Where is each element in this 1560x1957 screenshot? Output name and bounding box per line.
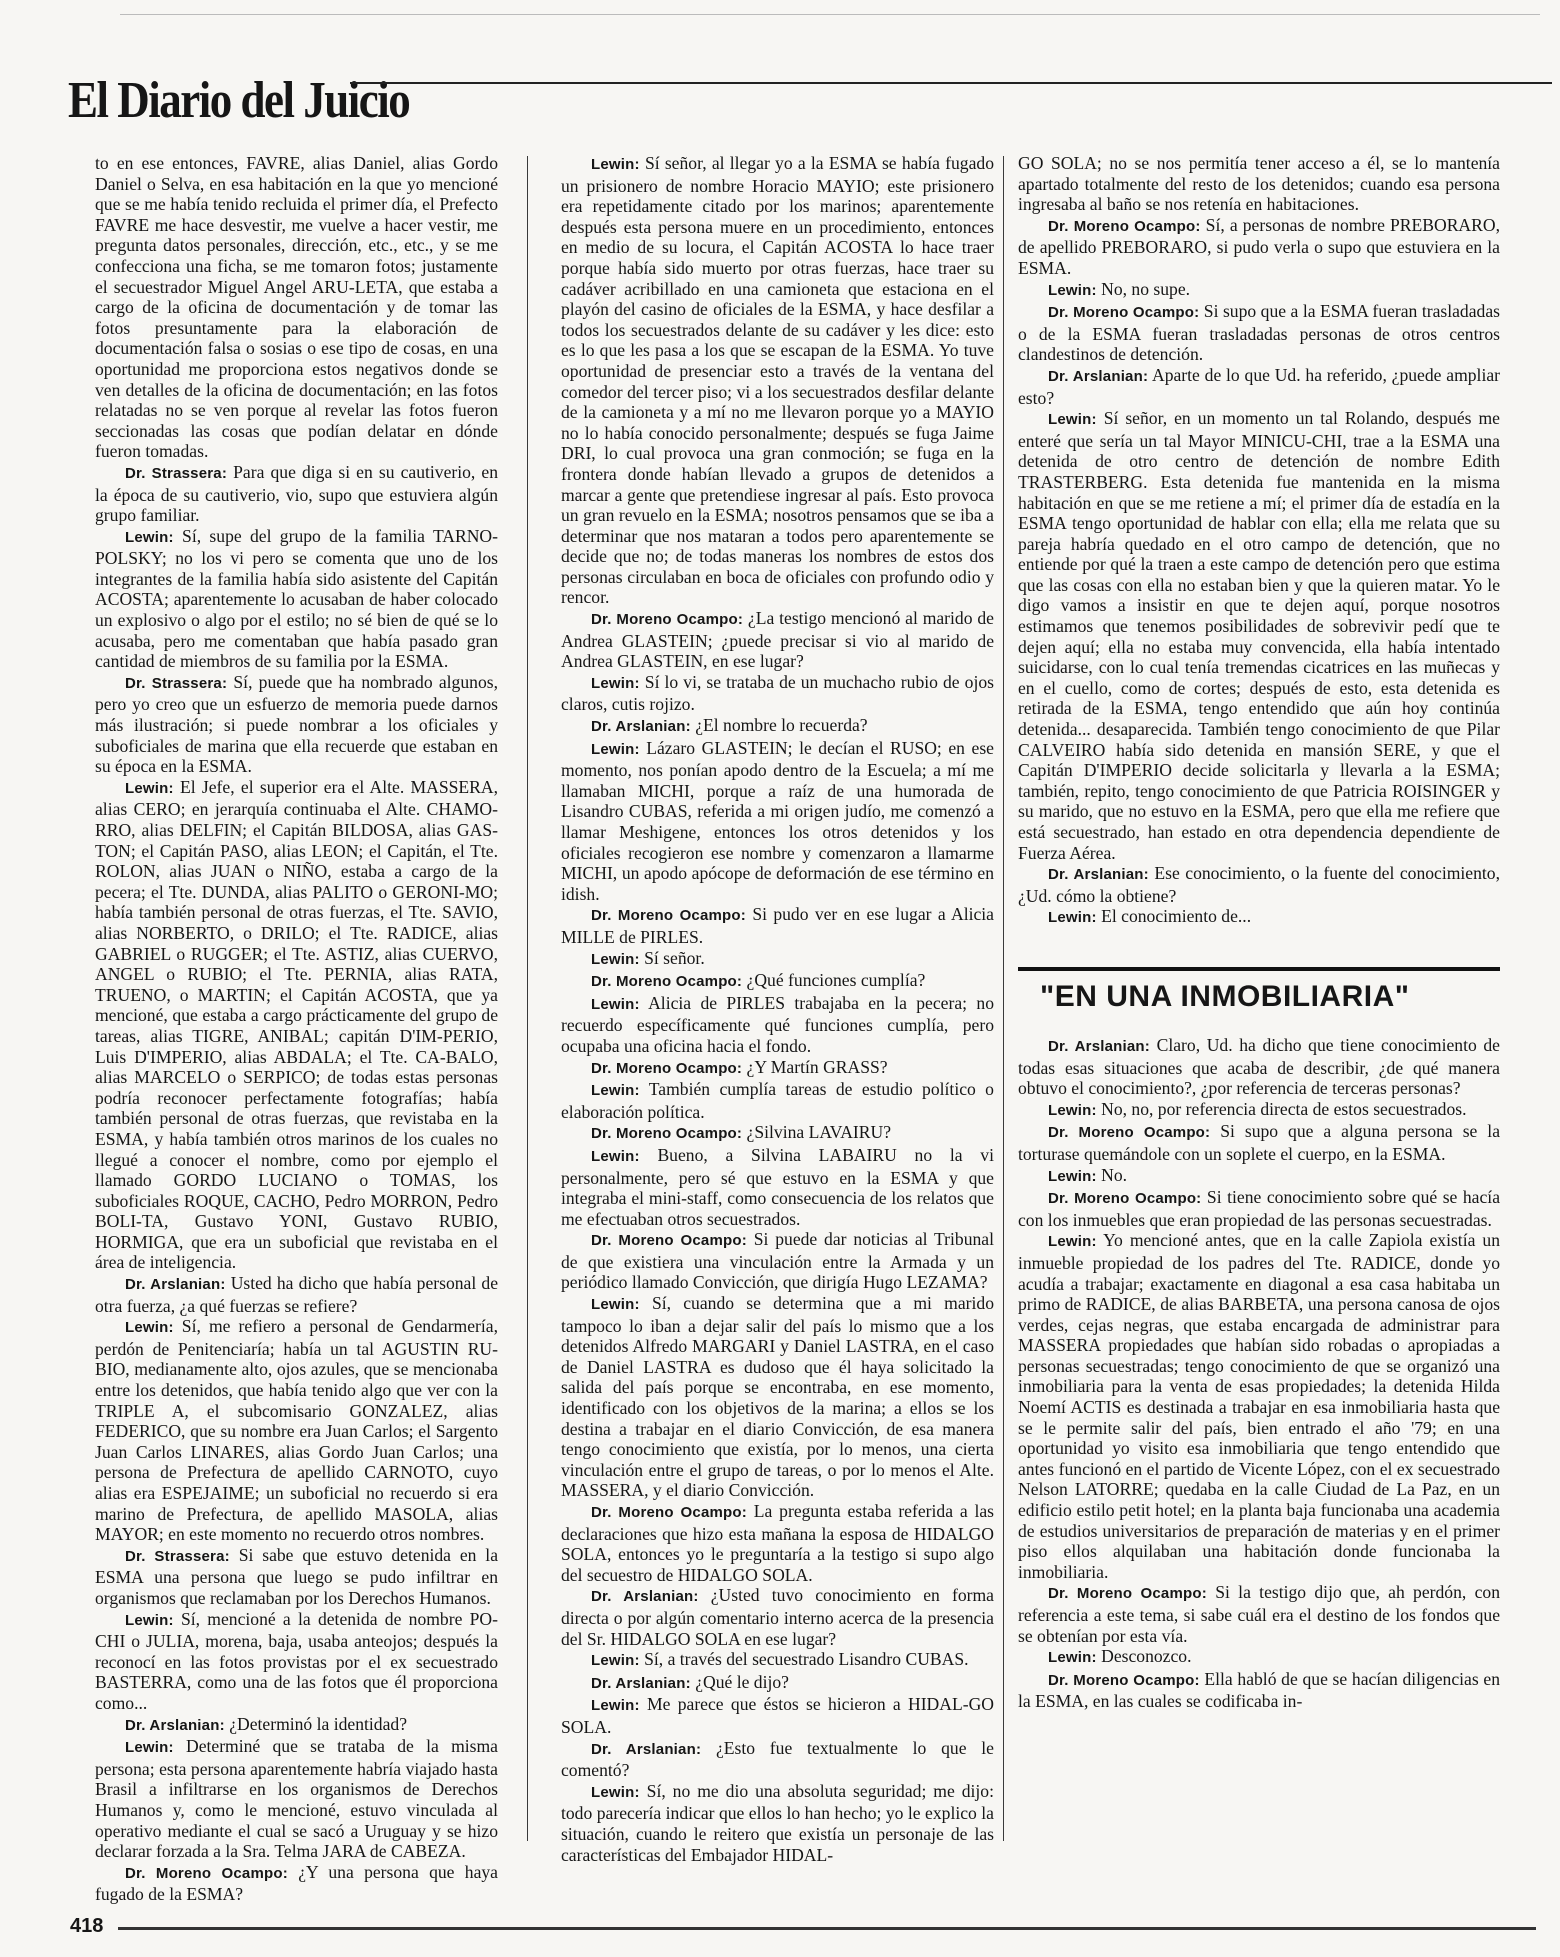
transcript-paragraph xyxy=(1018,365,1500,408)
text-column-2 xyxy=(561,153,994,1865)
column-divider xyxy=(527,156,528,1841)
speaker-label: Lewin: xyxy=(125,1611,174,1629)
paragraph-text: GO SOLA; no se nos permitía tener acceso a él, se lo mantenía apartado totalmente del resto de los detenidos; cuando esa persona ingresaba al baño se nos retenía en habitaciones. xyxy=(1018,153,1500,215)
paragraph-text: Sí lo vi, se trataba de un muchacho rubio de ojos claros, cutis rojizo. xyxy=(561,671,994,715)
speaker-label: Dr. Arslanian: xyxy=(591,1740,702,1758)
paragraph-text: ¿El nombre lo recuerda? xyxy=(695,715,868,736)
speaker-label: Lewin: xyxy=(591,156,640,173)
paragraph-text: Alicia de PIRLES trabajaba en la pecera; no recuerdo específicamente qué funciones cumplía, pero ocupaba una oficina hacia el fondo. xyxy=(561,992,994,1056)
transcript-paragraph xyxy=(1018,153,1500,215)
heading-rule xyxy=(1018,967,1500,971)
transcript-paragraph xyxy=(1018,1646,1500,1669)
speaker-label: Dr. Arslanian: xyxy=(1048,866,1149,884)
paragraph-text: Sí, supe del grupo de la familia TARNO-POLSKY; no los vi pero se comenta que uno de los integrantes de la familia había sido asistente del Capitán ACOSTA; aparentemente lo acusaban de haber colocado un explosivo o algo por el estilo; no sé bien de qué se lo acusaba, pero me comentaban que había pasado gran cantidad de miembros de su familia por la ESMA. xyxy=(95,525,498,672)
speaker-label: Lewin: xyxy=(591,1082,640,1100)
transcript-paragraph xyxy=(561,738,994,905)
speaker-label: Dr. Moreno Ocampo: xyxy=(1048,1585,1207,1603)
paragraph-text: Si tiene conocimiento sobre qué se hacía con los inmuebles que eran propiedad de las personas secuestradas. xyxy=(1018,1187,1500,1230)
speaker-label: Dr. Arslanian: xyxy=(1048,367,1149,385)
speaker-label: Lewin: xyxy=(591,674,640,692)
transcript-paragraph xyxy=(561,672,994,715)
paragraph-text: Sí, a personas de nombre PREBORARO, de apellido PREBORARO, si pudo verla o supo que estuviera en la ESMA. xyxy=(1018,214,1500,278)
paragraph-text: No, no, por referencia directa de estos secuestrados. xyxy=(1101,1098,1467,1119)
paragraph-text: ¿Usted tuvo conocimiento en forma directa o por algún comentario interno acerca de la presencia del Sr. HIDALGO SOLA en ese lugar? xyxy=(561,1585,994,1649)
transcript-paragraph xyxy=(95,1736,498,1862)
transcript-paragraph xyxy=(561,608,994,672)
transcript-paragraph xyxy=(1018,1165,1500,1188)
speaker-label: Dr. Arslanian: xyxy=(1048,1037,1150,1055)
paragraph-text: ¿Esto fue textualmente lo que le comentó? xyxy=(561,1737,994,1781)
transcript-paragraph xyxy=(1018,1187,1500,1230)
speaker-label: Dr. Moreno Ocampo: xyxy=(591,907,746,925)
paragraph-text: Si la testigo dijo que, ah perdón, con referencia a este tema, si sabe cuál era el destino de los fondos que se obtenían por esta vía. xyxy=(1018,1582,1500,1646)
transcript-paragraph xyxy=(561,948,994,971)
speaker-label: Dr. Moreno Ocampo: xyxy=(591,1125,743,1143)
transcript-paragraph xyxy=(561,1122,994,1145)
paragraph-text: Si puede dar noticias al Tribunal de que existiera una vinculación entre la Armada y un periódico llamado Convicción, que dirigía Hugo LEZAMA? xyxy=(561,1229,994,1293)
paragraph-text: Aparte de lo que Ud. ha referido, ¿puede ampliar esto? xyxy=(1018,364,1500,408)
transcript-paragraph xyxy=(95,1714,498,1737)
speaker-label: Dr. Moreno Ocampo: xyxy=(1048,1124,1211,1142)
paragraph-text: ¿Y Martín GRASS? xyxy=(746,1056,888,1077)
speaker-label: Lewin: xyxy=(591,1697,640,1715)
speaker-label: Dr. Arslanian: xyxy=(125,1716,225,1734)
paragraph-text: Sí, cuando se determina que a mi marido tampoco lo iban a dejar salir del país lo mismo que a los detenidos Alfredo MARGARI y Daniel LASTRA, en el caso de Daniel LASTRA es dudoso que él haya solicitado la salida del país porque se encontraba, en ese momento, identificado con los objetivos de la marina; a ellos se los destina a trabajar en el diario Convicción, de esa manera tengo conocimiento que existía, por lo menos, una cierta vinculación entre el grupo de tareas, o por lo menos el Alte. MASSERA, y el diario Convicción. xyxy=(561,1293,994,1501)
paragraph-text: Sí señor, en un momento un tal Rolando, después me enteré que sería un tal Mayor MINICU-CHI, trae a la ESMA una detenida de otro centro de detención de nombre Edith TRASTERBERG. Esta detenida fue mantenida en la misma habitación en que se me retiene a mí; el primer día de estadía en la ESMA tengo oportunidad de hablar con ella; ella me relata que su pareja habría quedado en el otro campo de detención, que no entiende por qué la traen a este campo de detención pero que estima que las cosas con ella no estaban bien y que la quieren matar. Yo le digo vamos a insistir en que te dejen aquí, porque nosotros estimamos que tenemos posibilidades de sobrevivir pedí que te dejen aquí; ella no estaba muy convencida, ella había intentado suicidarse, con lo cual tenía tremendas cicatrices en las muñecas y en el cuello, como de cortes; después de esto, esta detenida es retirada de la ESMA, tengo entendido que aún hoy continúa detenida... desaparecida. También tengo conocimiento de que Pilar CALVEIRO había sido detenida en mansión SERE, y que el Capitán D'IMPERIO decide solicitarla y llevarla a la ESMA; también, repito, tengo conocimiento de que Patricia ROISINGER y su marido, que no estuvo en la ESMA, pero que ella me refiere que está secuestrado, han estado en otra dependencia dependiente de Fuerza Aérea. xyxy=(1018,408,1500,863)
paragraph-text: ¿Qué le dijo? xyxy=(695,1671,789,1692)
transcript-paragraph xyxy=(95,1316,498,1545)
paragraph-text: Sí, a través del secuestrado Lisandro CUBAS. xyxy=(644,1649,969,1670)
transcript-paragraph xyxy=(95,1273,498,1316)
transcript-paragraph xyxy=(561,1585,994,1649)
transcript-paragraph xyxy=(561,1145,994,1229)
column-divider xyxy=(1003,156,1004,1841)
speaker-label: Dr. Moreno Ocampo: xyxy=(591,973,743,991)
transcript-paragraph xyxy=(1018,1035,1500,1099)
paragraph-text: El conocimiento de... xyxy=(1101,906,1252,927)
transcript-paragraph xyxy=(1018,408,1500,863)
paragraph-text: No, no supe. xyxy=(1101,278,1191,299)
speaker-label: Lewin: xyxy=(1048,909,1097,927)
transcript-paragraph xyxy=(561,1672,994,1695)
paragraph-text: ¿La testigo mencionó al marido de Andrea GLASTEIN; ¿puede precisar si vio al marido de Andrea GLASTEIN, en ese lugar? xyxy=(561,608,994,672)
paragraph-text: Ese conocimiento, o la fuente del conocimiento, ¿Ud. cómo la obtiene? xyxy=(1018,863,1500,906)
speaker-label: Dr. Moreno Ocampo: xyxy=(591,1232,747,1250)
transcript-paragraph xyxy=(561,993,994,1057)
paragraph-text: Si supo que a la ESMA fueran trasladadas o de la ESMA fueran trasladadas personas de otros centros clandestinos de detención. xyxy=(1018,301,1500,365)
speaker-label: Dr. Arslanian: xyxy=(125,1276,226,1294)
transcript-paragraph xyxy=(561,715,994,738)
speaker-label: Dr. Moreno Ocampo: xyxy=(125,1864,288,1882)
transcript-paragraph xyxy=(1018,1582,1500,1646)
paragraph-text: Si sabe que estuvo detenida en la ESMA una persona que luego se pudo infiltrar en organismos que reclamaban por los Derechos Humanos. xyxy=(95,1544,499,1608)
transcript-paragraph xyxy=(561,904,994,947)
speaker-label: Dr. Strassera: xyxy=(125,674,228,692)
speaker-label: Lewin: xyxy=(1048,411,1097,429)
transcript-paragraph xyxy=(561,1079,994,1122)
paragraph-text: Desconozco. xyxy=(1101,1646,1192,1667)
paragraph-text: Bueno, a Silvina LABAIRU no la vi personalmente, pero sé que estuvo en la ESMA y que integraba el mini-staff, como consecuencia de los relatos que me efectuaban otros secuestrados. xyxy=(561,1144,994,1229)
transcript-paragraph xyxy=(561,1738,994,1781)
speaker-label: Lewin: xyxy=(125,779,174,797)
speaker-label: Dr. Moreno Ocampo: xyxy=(1048,1671,1200,1689)
speaker-label: Lewin: xyxy=(125,1319,174,1337)
paragraph-text: No. xyxy=(1101,1164,1128,1185)
speaker-label: Lewin: xyxy=(591,1783,640,1801)
footer-rule xyxy=(118,1927,1536,1930)
transcript-paragraph xyxy=(95,526,498,672)
transcript-paragraph xyxy=(95,672,498,777)
speaker-label: Dr. Moreno Ocampo: xyxy=(591,611,744,629)
transcript-paragraph xyxy=(95,1862,498,1905)
transcript-paragraph xyxy=(95,1545,498,1609)
paragraph-text: Si supo que a alguna persona se la torturase quemándole con un soplete el cuerpo, en la ESMA. xyxy=(1018,1121,1501,1164)
transcript-paragraph xyxy=(1018,215,1500,279)
speaker-label: Lewin: xyxy=(1048,281,1097,299)
section-heading: "EN UNA INMOBILIARIA" xyxy=(1040,979,1410,1013)
speaker-label: Lewin: xyxy=(1048,1101,1097,1119)
transcript-paragraph xyxy=(1018,301,1500,365)
paragraph-text: Sí señor. xyxy=(644,947,705,968)
speaker-label: Lewin: xyxy=(1048,1649,1097,1667)
speaker-label: Lewin: xyxy=(591,1147,640,1165)
transcript-paragraph xyxy=(1018,863,1500,906)
speaker-label: Dr. Moreno Ocampo: xyxy=(591,1504,747,1521)
paragraph-text: Lázaro GLASTEIN; le decían el RUSO; en ese momento, nos ponían apodo dentro de la Escuela; a mí me llamaban MICHI, porque a raíz de una humorada de Lisandro CUBAS, referida a mi origen judío, me comenzó a llamar Meshigene, entonces los otros detenidos y los oficiales recogieron ese nombre y comenzaron a llamarme MICHI, un apodo apócope de deformación de ese término en idish. xyxy=(561,737,994,904)
speaker-label: Dr. Strassera: xyxy=(125,464,228,482)
speaker-label: Dr. Moreno Ocampo: xyxy=(1048,1190,1202,1208)
text-column-3 xyxy=(1018,153,1500,1712)
transcript-paragraph xyxy=(1018,279,1500,302)
transcript-paragraph xyxy=(561,1694,994,1737)
paragraph-text: to en ese entonces, FAVRE, alias Daniel, alias Gordo Daniel o Selva, en esa habitación en la que yo mencioné que se me había tenido recluida el primer día, el Prefecto FAVRE me hace desvestir, me vuelve a hacer vestir, me pregunta datos personales, dirección, etc., etc., y se me confecciona una ficha, se me tomaron fotos; justamente el secuestrador Miguel Angel ARU-LETA, que estaba a cargo de la oficina de documentación y de tomar las fotos presuntamente para la elaboración de documentación falsa o sosias o ese tipo de cosas, en una oportunidad me proporciona estos negativos donde se ven detalles de la oficina de documentación; en las fotos relatadas no se ven porque al revelar las fotos fueron seccionadas las cosas que podían delatar en dónde fueron tomadas. xyxy=(95,153,498,462)
transcript-paragraph xyxy=(561,153,994,608)
speaker-label: Lewin: xyxy=(1048,1233,1097,1251)
top-rule xyxy=(120,14,1540,15)
text-column-1 xyxy=(95,153,498,1905)
transcript-paragraph xyxy=(561,1057,994,1080)
transcript-paragraph xyxy=(1018,906,1500,929)
speaker-label: Dr. Strassera: xyxy=(125,1547,230,1565)
speaker-label: Dr. Moreno Ocampo: xyxy=(591,1059,743,1077)
speaker-label: Lewin: xyxy=(1048,1167,1097,1185)
speaker-label: Lewin: xyxy=(125,528,174,546)
masthead-title: El Diario del Juicio xyxy=(68,71,410,129)
speaker-label: Lewin: xyxy=(125,1739,174,1757)
page-number: 418 xyxy=(70,1915,104,1937)
paragraph-text: Determiné que se trataba de la misma persona; esta persona aparentemente habría viajado hasta Brasil a infiltrarse en los organismos de Derechos Humanos y, como le mencioné, estuvo vinculada al operativo mediante el cual se sacó a Uruguay y se hizo declarar forzada a la Sra. Telma JARA de CABEZA. xyxy=(95,1736,498,1862)
transcript-paragraph xyxy=(95,153,498,462)
transcript-paragraph xyxy=(95,462,498,526)
paragraph-text: La pregunta estaba referida a las declaraciones que hizo esta mañana la esposa de HIDALGO SOLA, entonces yo le preguntaría a la testigo si supo algo del secuestro de HIDALGO SOLA. xyxy=(561,1501,994,1585)
speaker-label: Dr. Arslanian: xyxy=(591,1674,691,1692)
speaker-label: Lewin: xyxy=(591,995,640,1013)
transcript-paragraph xyxy=(95,1609,498,1714)
speaker-label: Dr. Moreno Ocampo: xyxy=(1048,304,1200,322)
paragraph-text: Sí, no me dio una absoluta seguridad; me dijo: todo parecería indicar que ellos lo han hecho; yo le explico la situación, cuando le reitero que existía un personaje de las características del Embajador HIDAL- xyxy=(561,1780,994,1865)
transcript-paragraph xyxy=(1018,1099,1500,1122)
paragraph-text: ¿Qué funciones cumplía? xyxy=(746,970,926,991)
speaker-label: Dr. Moreno Ocampo: xyxy=(1048,217,1201,235)
paragraph-text: ¿Y una persona que haya fugado de la ESMA? xyxy=(95,1861,498,1905)
paragraph-text: El Jefe, el superior era el Alte. MASSERA, alias CERO; en jerarquía continuaba el Alte. CHAMO-RRO, alias DELFIN; el Capitán BILDOSA, alias GAS-TON; el Capitán PASO, alias LEON; el Capitán, el Tte. ROLON, alias JUAN o NIÑO, estaba a cargo de la pecera; el Tte. DUNDA, alias PALITO o GERONI-MO; había también personal de otras fuerzas, el Tte. SAVIO, alias NORBERTO, o DRILO; el Tte. RADICE, alias GABRIEL o RUGGER; el Tte. ASTIZ, alias CUERVO, ANGEL o RUBIO; el Tte. PERNIA, alias RATA, TRUENO, o MARTIN; el Capitán ACOSTA, que ya mencioné, que estaba a cargo prácticamente del grupo de tareas, alias TIGRE, ANIBAL; capitán D'IM-PERIO, Luis D'IMPERIO, alias ABDALA; el Tte. CA-BALO, alias MARCELO o SERPICO; de todas estas personas podría reconocer perfectamente fotografías; había también personal de otras fuerzas, que revistaba en la ESMA, y había también otros marinos de los cuales no llegué a conocer el nombre, como por ejemplo el llamado GORDO LUCIANO o TOMAS, los suboficiales ROQUE, CACHO, Pedro MORRON, Pedro BOLI-TA, Gustavo YONI, Gustavo RUBIO, HORMIGA, que era un suboficial que revistaba en el área de inteligencia. xyxy=(95,776,498,1273)
speaker-label: Lewin: xyxy=(591,1296,640,1314)
transcript-paragraph xyxy=(561,1293,994,1501)
speaker-label: Dr. Arslanian: xyxy=(591,1588,699,1606)
transcript-paragraph xyxy=(1018,1230,1500,1582)
paragraph-text: Sí señor, al llegar yo a la ESMA se había fugado un prisionero de nombre Horacio MAYIO; este prisionero era repetidamente citado por los marinos; aparentemente después esta persona muere en un procedimiento, entonces en medio de su locura, el Capitán ACOSTA lo hace traer porque había sido muerto por otras fuerzas, hace traer su cadáver acribillado en una camioneta que estaciona en el playón del casino de oficiales de la ESMA, y hace desfilar a todos los secuestrados delante de su cadáver y les dice: esto es lo que les pasa a los que se escapan de la ESMA. Yo tuve oportunidad de presenciar esto a través de la ventana del comedor del tercer piso; vi a los secuestrados desfilar delante de la camioneta y a mí no me llevaron porque yo a MAYIO no lo había conocido personalmente; después se fuga Jaime DRI, lo cual provoca una gran conmoción; se fuga en la frontera donde habían llevado a grupos de detenidos a marcar a gente que pretendiese ingresar al país. Esto provoca un gran revuelo en la ESMA; nosotros pensamos que se iba a determinar que nos mataran a todos pero aparentemente se decide que no; de todas maneras los nombres de estos dos personas circulaban en boca de oficiales con profundo odio y rencor. xyxy=(561,153,995,608)
transcript-paragraph xyxy=(561,970,994,993)
transcript-paragraph xyxy=(561,1229,994,1293)
transcript-paragraph xyxy=(561,1501,994,1585)
paragraph-text: También cumplía tareas de estudio político o elaboración política. xyxy=(561,1079,994,1122)
speaker-label: Lewin: xyxy=(591,950,640,968)
transcript-paragraph xyxy=(561,1781,994,1865)
paragraph-text: ¿Determinó la identidad? xyxy=(229,1713,408,1734)
paragraph-text: Claro, Ud. ha dicho que tiene conocimiento de todas esas situaciones que acaba de describir, ¿de qué manera obtuvo el conocimiento?, ¿por referencia de terceras personas? xyxy=(1018,1034,1500,1099)
speaker-label: Dr. Arslanian: xyxy=(591,718,691,736)
paragraph-text: Sí, me refiero a personal de Gendarmería, perdón de Penitenciaría; había un tal AGUSTIN RU-BIO, medianamente alto, ojos azules, que se mencionaba entre los detenidos, que había tenido algo que ver con la TRIPLE A, el subcomisario GONZALEZ, alias FEDERICO, que su nombre era Juan Carlos; el Sargento Juan Carlos LINARES, alias Gordo Juan Carlos; una persona de Prefectura de apellido CARNOTO, cuyo alias era ESPEJAIME; un suboficial no recuerdo si era marino de Prefectura, de apellido MASOLA, alias MAYOR; en este momento no recuerdo otros nombres. xyxy=(95,1316,498,1545)
paragraph-text: Si pudo ver en ese lugar a Alicia MILLE de PIRLES. xyxy=(561,904,994,947)
speaker-label: Lewin: xyxy=(591,740,640,758)
transcript-paragraph xyxy=(561,1649,994,1672)
speaker-label: Lewin: xyxy=(591,1652,640,1670)
paragraph-text: Sí, mencioné a la detenida de nombre PO-CHI o JULIA, morena, baja, usaba anteojos; después la reconocí en las fotos provistas por el ex secuestrado BASTERRA, como una de las fotos que él proporciona como... xyxy=(95,1608,498,1713)
paragraph-text: ¿Silvina LAVAIRU? xyxy=(746,1122,892,1143)
paragraph-text: Para que diga si en su cautiverio, en la época de su cautiverio, vio, supo que estuviera algún grupo familiar. xyxy=(95,461,499,526)
paragraph-text: Ella habló de que se hacían diligencias en la ESMA, en las cuales se codificaba in- xyxy=(1018,1668,1500,1712)
paragraph-text: Usted ha dicho que había personal de otra fuerza, ¿a qué fuerzas se refiere? xyxy=(95,1273,499,1316)
transcript-paragraph xyxy=(95,777,498,1273)
paragraph-text: Me parece que éstos se hicieron a HIDAL-GO SOLA. xyxy=(561,1694,994,1737)
transcript-paragraph xyxy=(1018,1669,1500,1712)
paragraph-text: Yo mencioné antes, que en la calle Zapiola existía un inmueble propiedad de los padres del Tte. RADICE, donde yo acudía a trabajar; exactamente en diagonal a esa casa habitaba un primo de RADICE, de alias BARBETA, una persona canosa de ojos verdes, cejas negras, que estaba encargada de administrar para MASSERA propiedades que habían sido robadas o apropiadas a personas secuestradas; tengo conocimiento de que se organizó una inmobiliaria para la venta de esas propiedades; la detenida Hilda Noemí ACTIS es destinada a trabajar en esa inmobiliaria hasta que se le permite salir del país, bien entrado el año '79; en una oportunidad yo visito esa inmobiliaria que tengo entendido que antes funcionó en el partido de Vicente López, con el ex secuestrado Nelson LATORRE; quedaba en la calle Ciudad de La Paz, en un edificio estilo petit hotel; en la planta baja funcionaba una academia de estudios universitarios de preparación de materias y en el primer piso ellos alquilaban una habitación donde funcionaba la inmobiliaria. xyxy=(1018,1230,1500,1582)
transcript-paragraph xyxy=(1018,1121,1500,1164)
masthead-rule xyxy=(350,82,1552,84)
paragraph-text: Sí, puede que ha nombrado algunos, pero yo creo que un esfuerzo de memoria puede darnos más ilustración; si puede nombrar a los oficiales y suboficiales de marina que ella recuerde que estaban en su época en la ESMA. xyxy=(95,671,498,777)
